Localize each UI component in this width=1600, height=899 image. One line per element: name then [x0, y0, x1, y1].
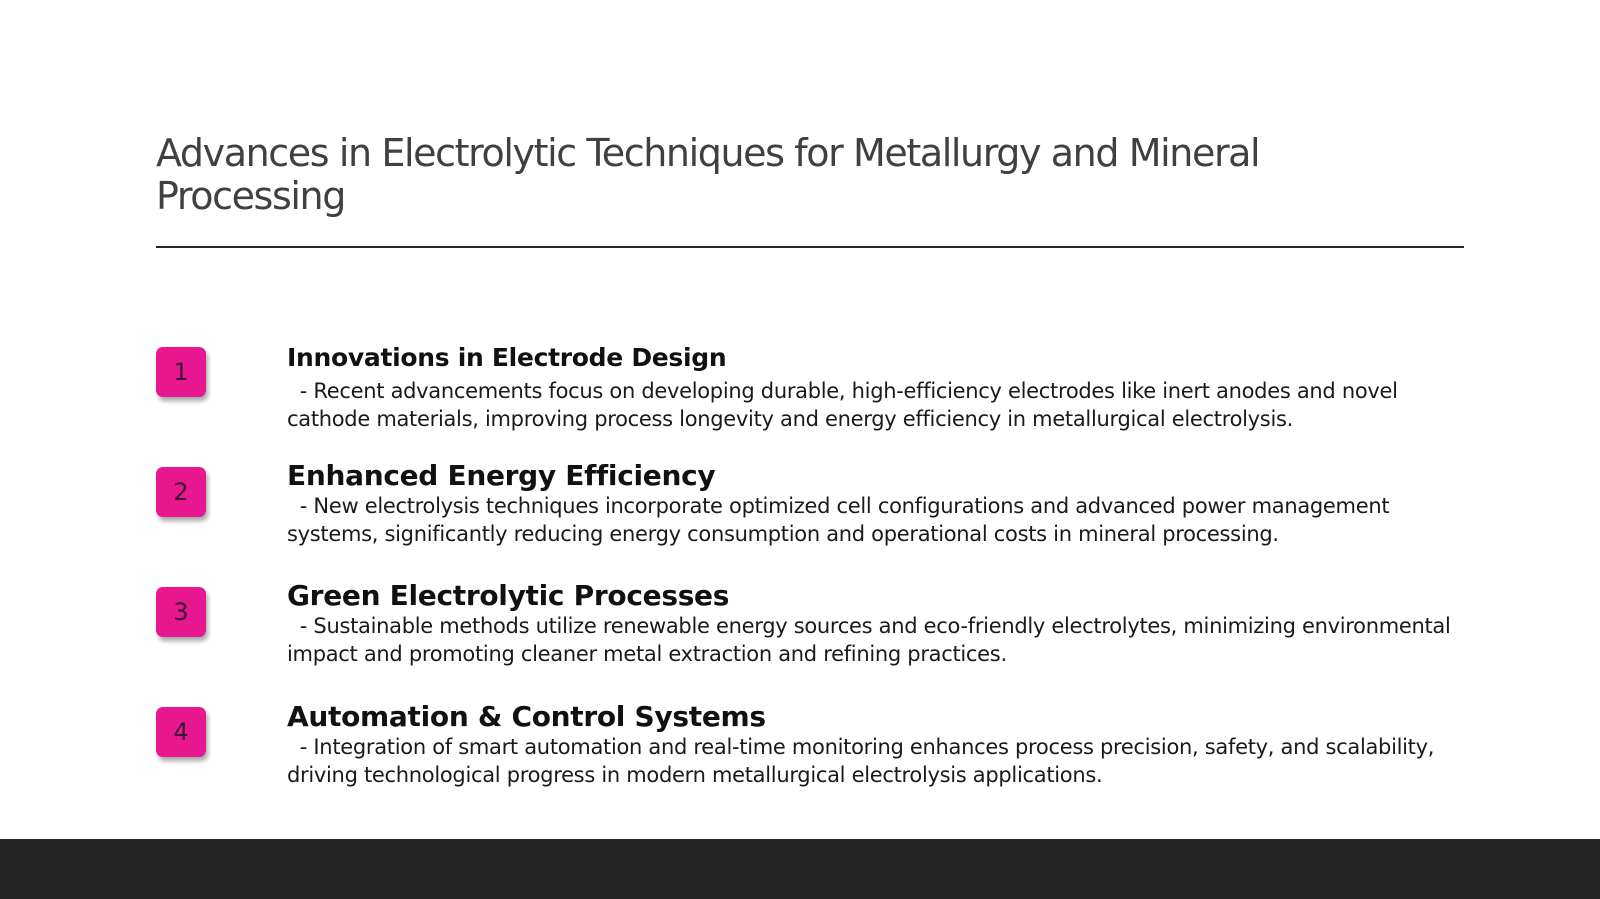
item-text: [287, 343, 1467, 433]
item-heading: Innovations in Electrode Design: [287, 343, 727, 372]
item-heading: Automation & Control Systems: [287, 700, 766, 733]
item-text: [287, 702, 1467, 789]
item-heading: Enhanced Energy Efficiency: [287, 459, 716, 492]
item-body: - Sustainable methods utilize renewable energy sources and eco-friendly electrolytes, minimizing environmental impact and promoting cleaner metal extraction and refining practices.: [287, 614, 1457, 666]
number-badge: 1: [156, 347, 206, 397]
number-badge: 3: [156, 587, 206, 637]
item-text: [287, 581, 1467, 668]
item-heading: Green Electrolytic Processes: [287, 579, 730, 612]
item-body: - New electrolysis techniques incorporate optimized cell configurations and advanced power management systems, significantly reducing energy consumption and operational costs in mineral processing.: [287, 494, 1396, 546]
slide-title: Advances in Electrolytic Techniques for Metallurgy and Mineral Processing: [156, 131, 1260, 218]
footer-bar: [0, 839, 1600, 899]
title-divider: [156, 246, 1464, 248]
item-text: [287, 461, 1467, 548]
item-body: - Recent advancements focus on developing durable, high-efficiency electrodes like inert anodes and novel cathode materials, improving process longevity and energy efficiency in metallurgical electrolysis.: [287, 379, 1405, 431]
number-badge: 2: [156, 467, 206, 517]
item-body: - Integration of smart automation and real-time monitoring enhances process precision, safety, and scalability, driving technological progress in modern metallurgical electrolysis applications.: [287, 735, 1441, 787]
number-badge: 4: [156, 707, 206, 757]
